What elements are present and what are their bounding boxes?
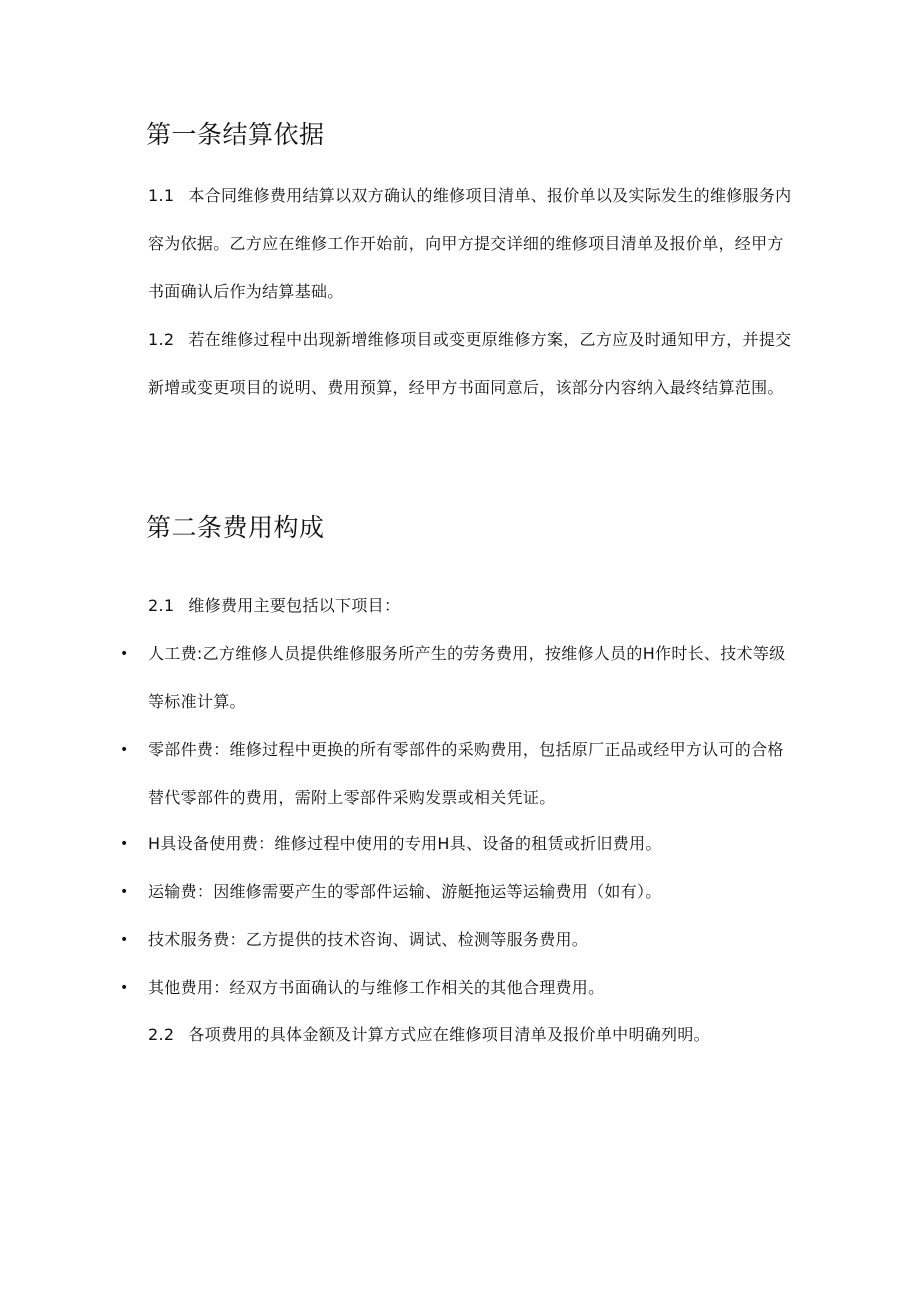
list-item-text: 人工费:乙方维修人员提供维修服务所产生的劳务费用，按维修人员的H作时长、技术等级等标准计算。 xyxy=(148,644,786,711)
clause-1-1 xyxy=(148,172,798,316)
section2-title: 第二条费用构成 xyxy=(146,513,325,542)
list-item xyxy=(120,868,800,916)
clause-number: 2.1 xyxy=(148,596,175,615)
bullet-icon: • xyxy=(120,646,129,662)
clause-text: 若在维修过程中出现新增维修项目或变更原维修方案，乙方应及时通知甲方，并提交新增或变更项目的说明、费用预算，经甲方书面同意后，该部分内容纳入最终结算范围。 xyxy=(148,330,792,397)
bullet-icon: • xyxy=(120,836,129,852)
list-item xyxy=(120,726,800,822)
list-item xyxy=(120,820,800,868)
bullet-icon: • xyxy=(120,884,129,900)
list-item-text: 零部件费：维修过程中更换的所有零部件的采购费用，包括原厂正品或经甲方认可的合格替代零部件的费用，需附上零部件采购发票或相关凭证。 xyxy=(148,740,784,807)
list-item-text: 其他费用：经双方书面确认的与维修工作相关的其他合理费用。 xyxy=(148,978,605,997)
bullet-icon: • xyxy=(120,932,129,948)
clause-text: 本合同维修费用结算以双方确认的维修项目清单、报价单以及实际发生的维修服务内容为依据。乙方应在维修工作开始前，向甲方提交详细的维修项目清单及报价单，经甲方书面确认后作为结算基础。 xyxy=(148,186,792,301)
list-item-text: 运输费：因维修需要产生的零部件运输、游艇拖运等运输费用（如有）。 xyxy=(148,882,662,901)
bullet-icon: • xyxy=(120,980,129,996)
list-item-text: H具设备使用费：维修过程中使用的专用H具、设备的租赁或折旧费用。 xyxy=(148,834,662,853)
list-item xyxy=(120,916,800,964)
list-item xyxy=(120,630,800,726)
clause-1-2 xyxy=(148,316,798,412)
clause-2-2 xyxy=(148,1011,798,1059)
bullet-icon: • xyxy=(120,742,129,758)
clause-number: 1.2 xyxy=(148,330,175,349)
list-item-text: 技术服务费：乙方提供的技术咨询、调试、检测等服务费用。 xyxy=(148,930,589,949)
clause-text: 各项费用的具体金额及计算方式应在维修项目清单及报价单中明确列明。 xyxy=(188,1025,710,1044)
clause-text: 维修费用主要包括以下项目： xyxy=(188,596,401,615)
list-item xyxy=(120,964,800,1012)
section1-title: 第一条结算依据 xyxy=(146,120,325,149)
clause-2-1 xyxy=(148,582,798,630)
clause-number: 2.2 xyxy=(148,1025,175,1044)
clause-number: 1.1 xyxy=(148,186,175,205)
